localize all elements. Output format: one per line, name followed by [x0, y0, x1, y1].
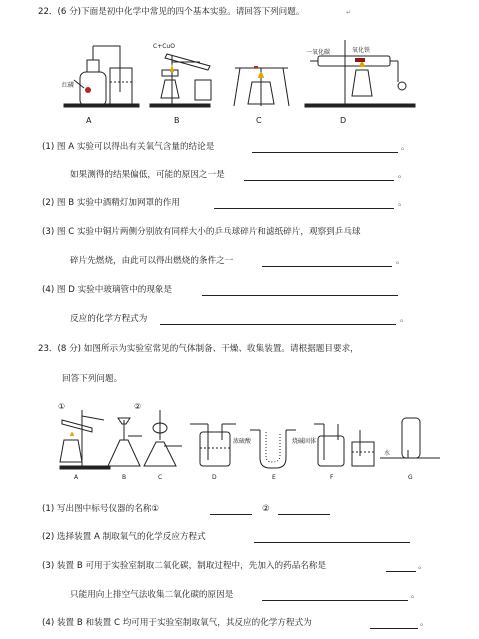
figure-label-b: B — [174, 116, 180, 125]
q23-item-3b: 只能用向上排空气法收集二氧化碳的原因是 — [70, 590, 234, 600]
label-text-d: 浓硫酸 — [233, 438, 252, 445]
answer-blank[interactable] — [254, 542, 410, 543]
label-text-d2: 一氧化碳 — [306, 49, 331, 56]
figure-label-e: E — [272, 474, 276, 481]
q23-item-2: (2) 选择装置 A 制取氧气的化学反应方程式 — [42, 532, 206, 542]
figure-label-a: A — [86, 116, 92, 125]
q23-item-3: (3) 装置 B 可用于实验室制取二氧化碳，制取过程中，先加入的药品名称是 — [42, 561, 327, 571]
apparatus-23b — [108, 418, 142, 466]
q23-header: 23．(8 分) 如图所示为实验室常见的气体制备、干燥、收集装置。请根据题目要求， — [38, 344, 359, 354]
apparatus-beaker — [352, 430, 374, 466]
apparatus-23a — [60, 410, 110, 469]
q22-item-4: (4) 图 D 实验中玻璃管中的现象是 — [42, 285, 173, 295]
q22-item-2: (2) 图 B 实验中酒精灯加网罩的作用 — [42, 198, 180, 208]
figure-label-f: F — [330, 474, 334, 481]
circle-label-2: ② — [134, 402, 142, 411]
q23-header-line2: 回答下列问题。 — [62, 374, 123, 384]
figure-label-d: D — [340, 116, 347, 125]
q22-item-1b: 如果测得的结果偏低，可能的原因之一是 — [70, 170, 225, 180]
apparatus-23f — [314, 424, 344, 466]
label-text-g: 水 — [384, 450, 391, 457]
figure-label-d: D — [212, 474, 217, 481]
q23-item-4: (4) 装置 B 和装置 C 均可用于实验室制取氧气，其反应的化学方程式为 — [42, 618, 312, 628]
label-text-b: C+CuO — [153, 43, 175, 50]
label-text-e: 烧碱固体 — [292, 438, 317, 445]
q22-item-4b: 反应的化学方程式为 — [70, 314, 148, 324]
label-text-a: 红磷 — [62, 82, 75, 89]
apparatus-23e — [250, 430, 296, 468]
answer-blank[interactable] — [370, 628, 418, 629]
paragraph-mark: ↵ — [346, 9, 352, 16]
circle-label-1: ① — [58, 402, 66, 411]
q22-item-3b: 碎片先燃烧，由此可以得出燃烧的条件之一 — [70, 256, 234, 266]
apparatus-23c — [144, 410, 182, 466]
figure-label-a: A — [74, 474, 79, 481]
answer-blank[interactable] — [262, 600, 408, 601]
figure-label-b: B — [122, 474, 127, 481]
answer-blank[interactable] — [278, 514, 330, 515]
figure-label-c: C — [158, 474, 163, 481]
q22-item-3: (3) 图 C 实验中铜片两侧分别放有同样大小的乒乓球碎片和滤纸碎片，观察到乒乓球 — [42, 227, 361, 237]
figure-label-g: G — [408, 474, 413, 481]
q23-item-1: (1) 写出图中标号仪器的名称① — [42, 504, 160, 514]
label-text-d1: 氧化铁 — [352, 47, 371, 54]
q22-header: 22．(6 分)下面是初中化学中常见的四个基本实验。请回答下列问题。 — [38, 7, 305, 17]
apparatus-23d — [190, 424, 236, 466]
q22-item-1: (1) 图 A 实验可以得出有关氧气含量的结论是 — [42, 142, 215, 152]
answer-blank[interactable] — [386, 571, 416, 572]
figure-label-c: C — [256, 116, 262, 125]
answer-blank[interactable] — [210, 514, 252, 515]
